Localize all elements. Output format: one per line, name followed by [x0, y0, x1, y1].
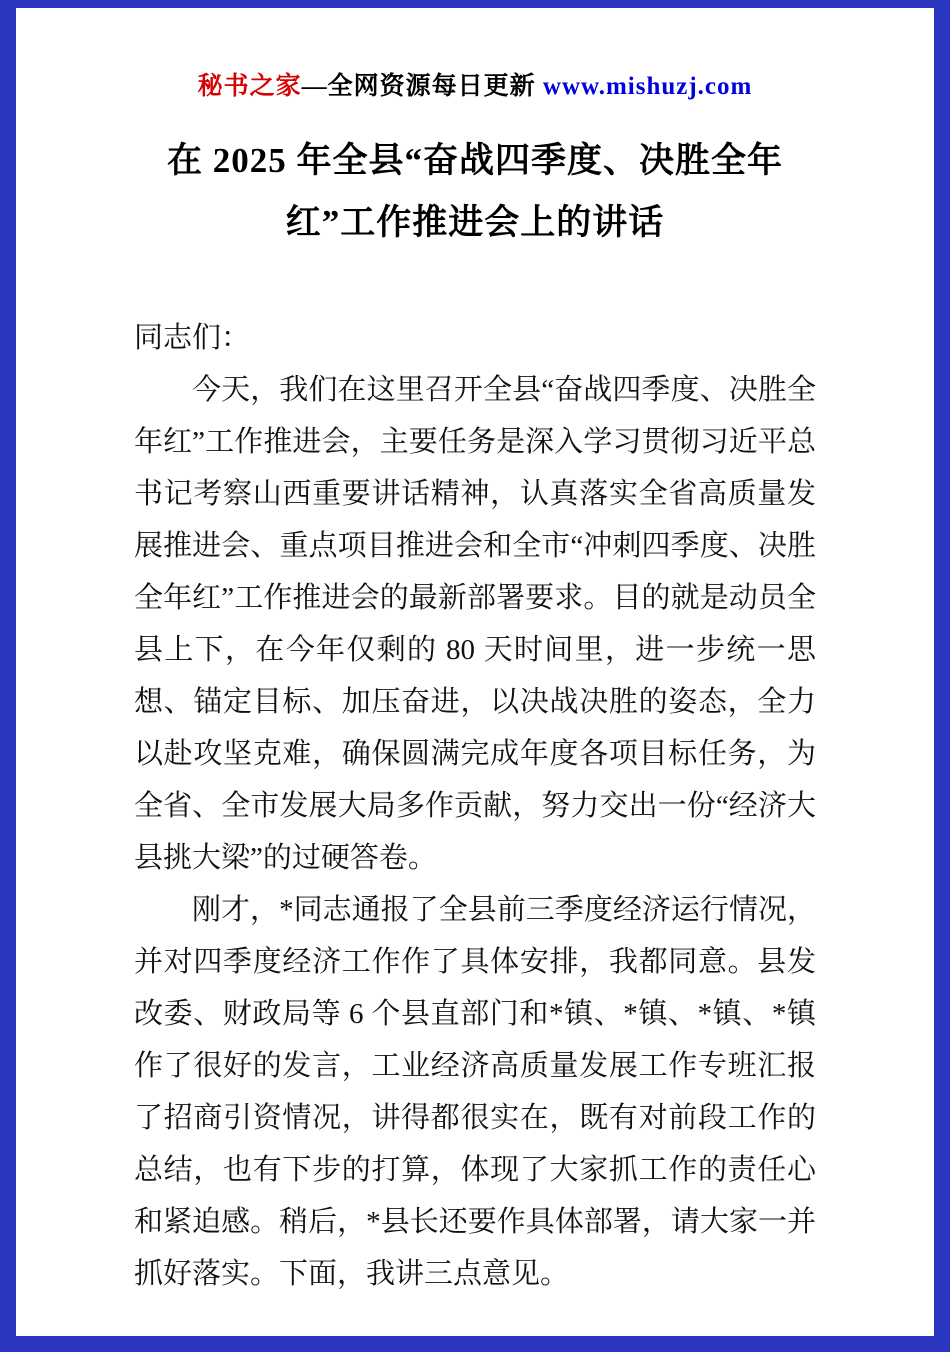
site-tagline: —全网资源每日更新	[301, 73, 543, 100]
paragraph-1: 今天，我们在这里召开全县“奋战四季度、决胜全年红”工作推进会，主要任务是深入学习贯彻习近平总书记考察山西重要讲话精神，认真落实全省高质量发展推进会、重点项目推进会和全市“冲刺四季度、决胜全年红”工作推进会的最新部署要求。目的就是动员全县上下，在今年仅剩的 80 天时间里，进一步统一思想、锚定目标、加压奋进，以决战决胜的姿态，全力以赴攻坚克难，确保圆满完成年度各项目标任务，为全省、全市发展大局多作贡献，努力交出一份“经济大县挑大梁”的过硬答卷。	[134, 374, 816, 874]
paragraph-2: 刚才，*同志通报了全县前三季度经济运行情况，并对四季度经济工作作了具体安排，我都同意。县发改委、财政局等 6 个县直部门和*镇、*镇、*镇、*镇作了很好的发言，工业经济高质量发展工作专班汇报了招商引资情况，讲得都很实在，既有对前段工作的总结，也有下步的打算，体现了大家抓工作的责任心和紧迫感。稍后，*县长还要作具体部署，请大家一并抓好落实。下面，我讲三点意见。	[134, 894, 816, 1290]
site-brand: 秘书之家	[197, 73, 302, 100]
greeting-line: 同志们：	[134, 322, 251, 354]
document-page	[16, 8, 934, 1336]
document-title: 在 2025 年全县“奋战四季度、决胜全年红”工作推进会上的讲话	[166, 141, 783, 242]
site-header	[134, 66, 816, 102]
site-url-link[interactable]: www.mishuzj.com	[542, 73, 753, 100]
document-body	[134, 312, 816, 1300]
